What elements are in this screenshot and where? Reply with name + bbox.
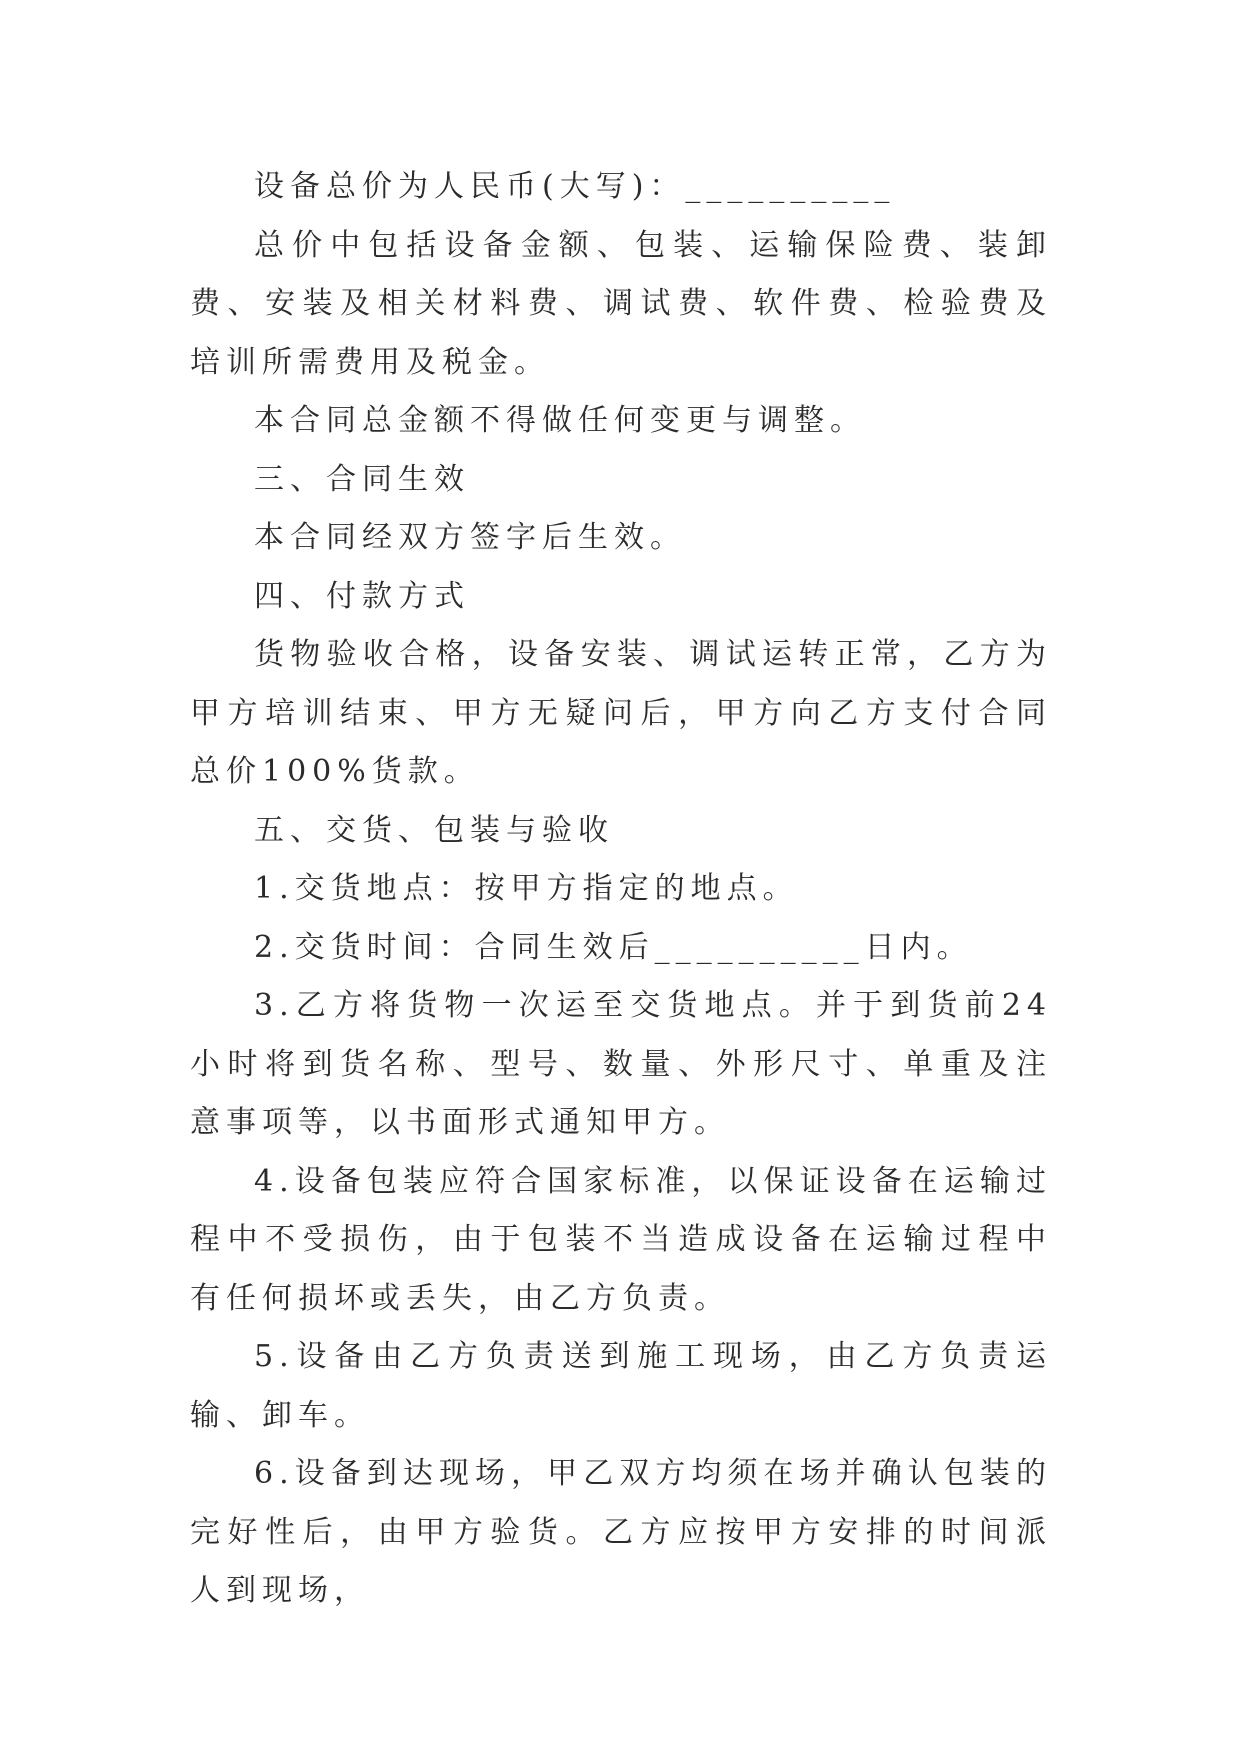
- paragraph-total-price: 设备总价为人民币(大写)：__________: [254, 169, 896, 204]
- paragraph-delivery-time: 2.交货时间：合同生效后__________日内。: [254, 929, 973, 965]
- paragraph-price-includes: 总价中包括设备金额、包装、运输保险费、装卸费、安装及相关材料费、调试费、软件费、检验费及培训所需费用及税金。: [190, 227, 1052, 380]
- contract-body: [190, 158, 1052, 1621]
- paragraph-packaging: 4.设备包装应符合国家标准，以保证设备在运输过程中不受损伤，由于包装不当造成设备在运输过程中有任何损坏或丢失，由乙方负责。: [190, 1163, 1052, 1316]
- paragraph-effect: 本合同经双方签字后生效。: [254, 520, 686, 555]
- section-heading-effect: 三、合同生效: [254, 461, 470, 497]
- paragraph-delivery-location: 1.交货地点：按甲方指定的地点。: [254, 871, 799, 906]
- section-heading-delivery: 五、交货、包装与验收: [254, 812, 614, 848]
- paragraph-delivery-notice: 3.乙方将货物一次运至交货地点。并于到货前24小时将到货名称、型号、数量、外形尺寸、单重及注意事项等，以书面形式通知甲方。: [190, 988, 1052, 1140]
- paragraph-inspection: 6.设备到达现场，甲乙双方均须在场并确认包装的完好性后，由甲方验货。乙方应按甲方安排的时间派人到现场，: [190, 1456, 1052, 1608]
- paragraph-transport: 5.设备由乙方负责送到施工现场，由乙方负责运输、卸车。: [190, 1339, 1052, 1433]
- paragraph-payment: 货物验收合格，设备安装、调试运转正常，乙方为甲方培训结束、甲方无疑问后，甲方向乙方支付合同总价100%货款。: [190, 637, 1052, 789]
- paragraph-no-change: 本合同总金额不得做任何变更与调整。: [254, 403, 866, 438]
- section-heading-payment: 四、付款方式: [254, 578, 470, 614]
